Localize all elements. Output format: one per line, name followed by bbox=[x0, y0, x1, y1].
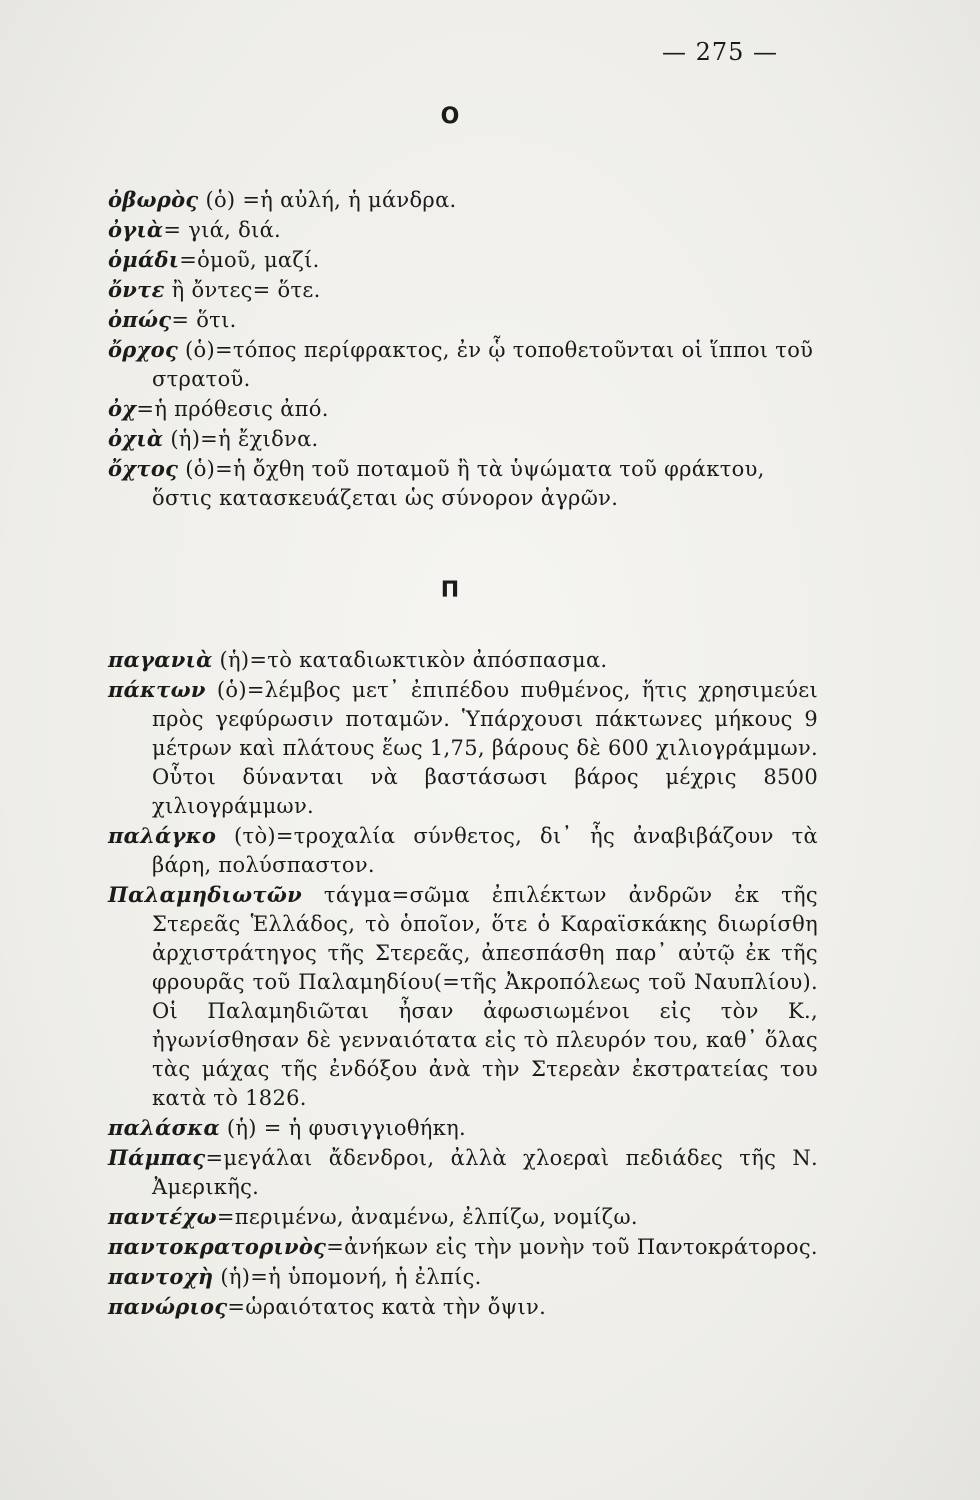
dictionary-entry bbox=[108, 275, 818, 305]
entry-headword: ὀχ bbox=[108, 396, 137, 421]
entry-definition: τάγμα=σῶμα ἐπιλέκτων ἀνδρῶν ἐκ τῆς Στερεᾶς Ἑλλάδος, τὸ ὁποῖον, ὅτε ὁ Καραϊσκάκης διωρίσθη ἀρχιστράτηγος τῆς Στερεᾶς, ἀπεσπάσθη παρ᾽ αὐτῷ ἐκ τῆς φρουρᾶς τοῦ Παλαμηδίου(=τῆς Ἀκροπόλεως τοῦ Ναυπλίου). Οἱ Παλαμηδιῶται ἦσαν ἀφωσιωμένοι εἰς τὸν Κ., ἠγωνίσθησαν δὲ γενναιότατα εἰς τὸ πλευρόν του, καθ᾽ ὅλας τὰς μάχας τῆς ἐνδόξου ἀνὰ τὴν Στερεὰν ἐκστρατείας του κατὰ τὸ 1826. bbox=[152, 883, 818, 1110]
entry-headword: Παλαμηδιωτῶν bbox=[108, 882, 302, 907]
entry-headword: πάκτων bbox=[108, 677, 206, 702]
entry-definition: = γιά, διά. bbox=[163, 218, 282, 242]
entry-definition: (ἡ)=ἡ ἔχιδνα. bbox=[163, 427, 319, 451]
entry-definition: (ἡ)=ἡ ὑπομονή, ἡ ἐλπίς. bbox=[213, 1265, 482, 1289]
entry-definition: (τὸ)=τροχαλία σύνθετος, δι᾽ ἧς ἀναβιβάζουν τὰ βάρη, πολύσπαστον. bbox=[152, 824, 818, 877]
entry-definition: =ὁμοῦ, μαζί. bbox=[179, 248, 320, 272]
entry-definition: (ὁ)=ἡ ὄχθη τοῦ ποταμοῦ ἢ τὰ ὑψώματα τοῦ φράκτου, ὅστις κατασκευάζεται ὡς σύνορον ἀγρῶν. bbox=[152, 457, 765, 510]
entry-headword: ὀπώς bbox=[108, 307, 172, 332]
entry-definition: (ὁ)=λέμβος μετ᾽ ἐπιπέδου πυθμένος, ἥτις χρησιμεύει πρὸς γεφύρωσιν ποταμῶν. Ὑπάρχουσι πάκτωνες μήκους 9 μέτρων καὶ πλάτους ἕως 1,75, βάρους δὲ 600 χιλιογράμμων. Οὗτοι δύνανται νὰ βαστάσωσι βάρος μέχρις 8500 χιλιογράμμων. bbox=[152, 678, 818, 818]
dictionary-entry bbox=[108, 245, 818, 275]
entry-definition: (ὁ) =ἡ αὐλή, ἡ μάνδρα. bbox=[198, 188, 457, 212]
entry-definition: =περιμένω, ἀναμένω, ἐλπίζω, νομίζω. bbox=[216, 1205, 638, 1229]
entry-headword: ὀχιὰ bbox=[108, 426, 164, 451]
dictionary-entry bbox=[108, 424, 818, 454]
entry-headword: ὀβωρὸς bbox=[108, 187, 199, 212]
dictionary-entry bbox=[108, 880, 818, 1113]
entry-definition: =μεγάλαι ἄδενδροι, ἀλλὰ χλοεραὶ πεδιάδες τῆς Ν. Ἀμερικῆς. bbox=[152, 1146, 818, 1199]
page-number: — 275 — bbox=[661, 38, 779, 66]
entry-headword: Πάμπας bbox=[108, 1145, 206, 1170]
dictionary-entry bbox=[108, 1232, 818, 1262]
dictionary-entry bbox=[108, 1262, 818, 1292]
entry-headword: παλάσκα bbox=[108, 1115, 220, 1140]
entry-definition: (ἡ)=τὸ καταδιωκτικὸν ἀπόσπασμα. bbox=[212, 648, 608, 672]
entry-headword: ὄχτος bbox=[108, 456, 179, 481]
dictionary-entry bbox=[108, 645, 818, 675]
dictionary-entry bbox=[108, 1202, 818, 1232]
dictionary-entry bbox=[108, 185, 818, 215]
entry-headword: παλάγκο bbox=[108, 823, 217, 848]
dictionary-entry bbox=[108, 335, 818, 394]
dictionary-entry bbox=[108, 821, 818, 880]
section-letter-omicron: Ο bbox=[440, 104, 460, 129]
dictionary-entry bbox=[108, 454, 818, 513]
dictionary-entry bbox=[108, 394, 818, 424]
entry-headword: παγανιὰ bbox=[108, 647, 213, 672]
entry-headword: ὄντε bbox=[108, 277, 165, 302]
entry-definition: =ἡ πρόθεσις ἀπό. bbox=[136, 397, 329, 421]
entry-definition: = ὅτι. bbox=[171, 308, 237, 332]
dictionary-entry bbox=[108, 1143, 818, 1202]
section-pi-entries bbox=[108, 645, 818, 1322]
entry-definition: =ὡραιότατος κατὰ τὴν ὄψιν. bbox=[227, 1295, 547, 1319]
entry-definition: =ἀνήκων εἰς τὴν μονὴν τοῦ Παντοκράτορος. bbox=[326, 1235, 818, 1259]
dictionary-entry bbox=[108, 675, 818, 821]
entry-headword: παντέχω bbox=[108, 1204, 217, 1229]
dictionary-entry bbox=[108, 1292, 818, 1322]
entry-headword: παντοχὴ bbox=[108, 1264, 214, 1289]
dictionary-entry bbox=[108, 305, 818, 335]
section-omicron-entries bbox=[108, 185, 818, 513]
entry-definition: ἢ ὄντες= ὅτε. bbox=[164, 278, 321, 302]
section-letter-pi: Π bbox=[440, 578, 460, 603]
entry-headword: ὀγιὰ bbox=[108, 217, 164, 242]
entry-headword: παντοκρατορινὸς bbox=[108, 1234, 327, 1259]
entry-definition: (ὁ)=τόπος περίφρακτος, ἐν ᾧ τοποθετοῦνται οἱ ἵπποι τοῦ στρατοῦ. bbox=[152, 338, 814, 391]
entry-headword: ὁμάδι bbox=[108, 247, 180, 272]
entry-headword: ὄρχος bbox=[108, 337, 179, 362]
entry-definition: (ἡ) = ἡ φυσιγγιοθήκη. bbox=[219, 1116, 466, 1140]
dictionary-entry bbox=[108, 215, 818, 245]
dictionary-entry bbox=[108, 1113, 818, 1143]
entry-headword: πανώριος bbox=[108, 1294, 228, 1319]
